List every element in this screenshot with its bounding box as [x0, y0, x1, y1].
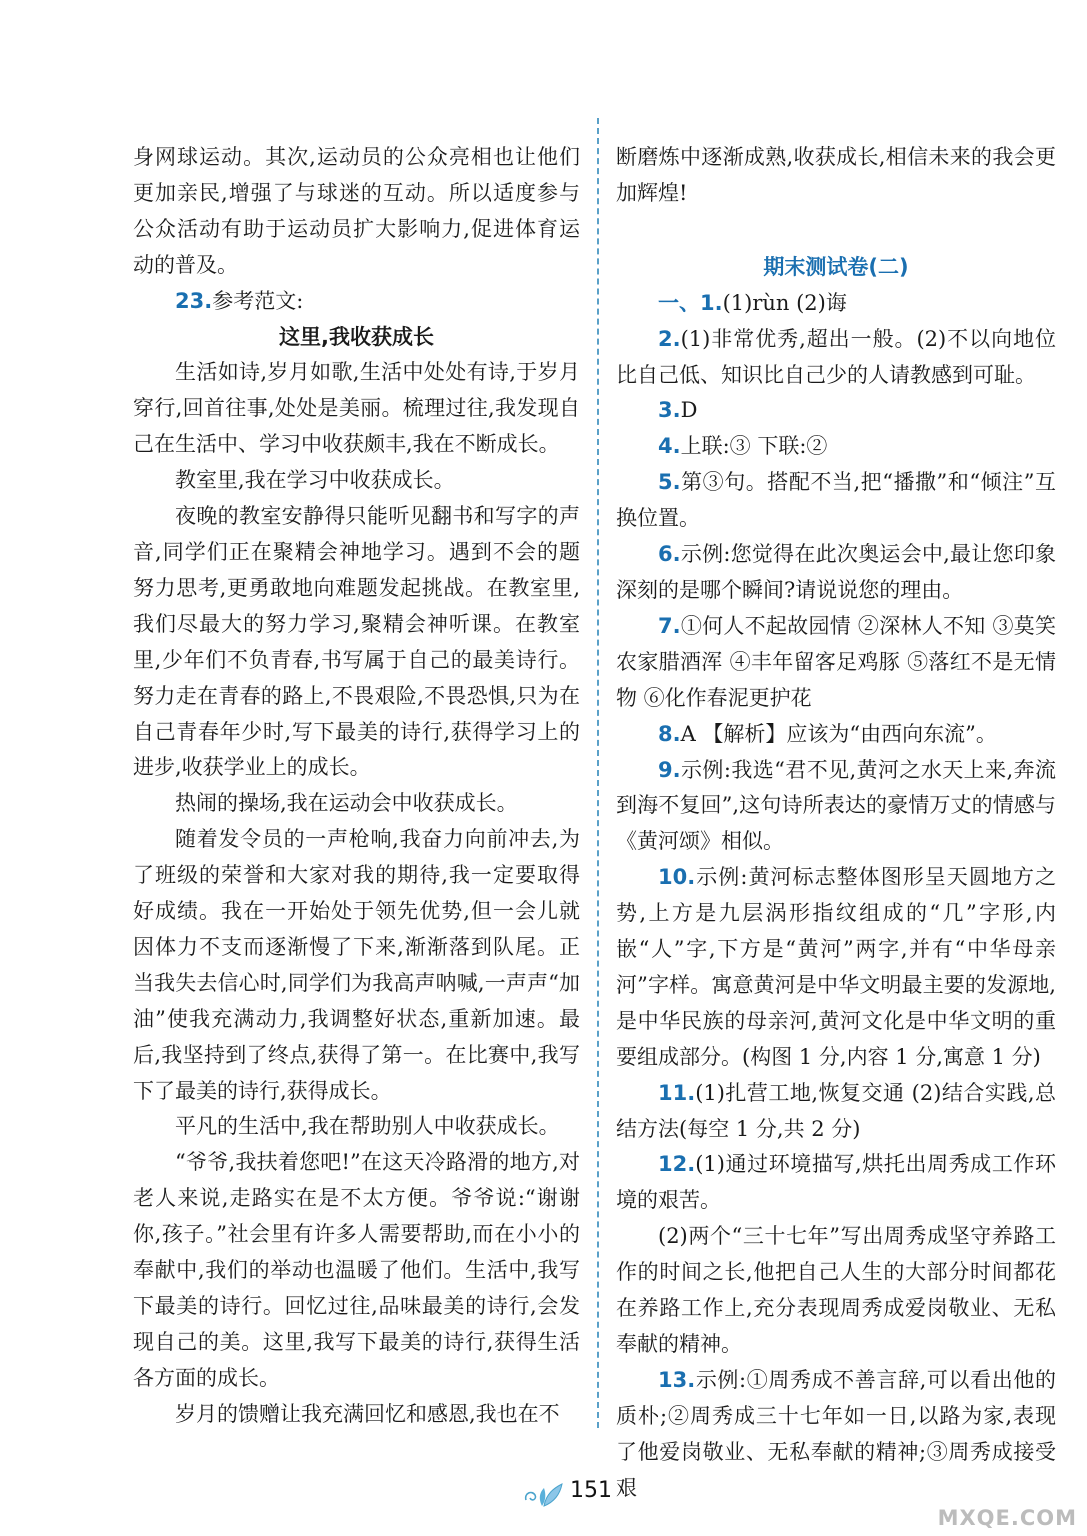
answer-number: 4. [658, 434, 681, 459]
answer-11 [616, 1076, 1056, 1148]
paragraph-continued: 身网球运动。其次,运动员的公众亮相也让他们更加亲民,增强了与球迷的互动。所以适度参与公众活动有助于运动员扩大影响力,促进体育运动的普及。 [133, 145, 580, 277]
answer-3 [616, 393, 1056, 429]
answer-text: 示例:①周秀成不善言辞,可以看出他的质朴;②周秀成三十七年如一日,以路为家,表现了他爱岗敬业、无私奉献的精神;③周秀成接受艰 [616, 1367, 1056, 1500]
answer-number: 10. [658, 865, 696, 890]
answer-number: 8. [658, 721, 681, 746]
answer-text: (1)rùn (2)诲 [722, 290, 847, 315]
answer-12 [616, 1147, 1056, 1219]
essay-ending: 断磨炼中逐渐成熟,收获成长,相信未来的我会更加辉煌! [616, 145, 1056, 205]
question-23 [133, 284, 580, 320]
answer-number: 一、1. [658, 290, 723, 315]
answer-4 [616, 429, 1056, 465]
answer-number: 3. [658, 398, 681, 423]
answer-number: 2. [658, 326, 681, 351]
answer-number: 7. [658, 613, 681, 638]
answer-12-part2: (2)两个“三十七年”写出周秀成坚守养路工作的时间之长,他把自己人生的大部分时间都花在养路工作上,充分表现周秀成爱岗敬业、无私奉献的精神。 [616, 1224, 1056, 1356]
watermark-text: MXQE.COM [937, 1506, 1077, 1530]
answer-text: (1)通过环境描写,烘托出周秀成工作环境的艰苦。 [616, 1152, 1056, 1213]
essay-title: 这里,我收获成长 [279, 324, 434, 349]
watermark [927, 1460, 1077, 1530]
essay-paragraph: 岁月的馈赠让我充满回忆和感恩,我也在不 [175, 1401, 560, 1426]
section-title: 期末测试卷(二) [763, 254, 909, 279]
essay-paragraph: 热闹的操场,我在运动会中收获成长。 [175, 791, 518, 816]
swirl-leaf-icon [520, 1478, 566, 1510]
answer-number: 13. [658, 1367, 696, 1392]
answer-text: 第③句。搭配不当,把“播撒”和“倾注”互换位置。 [616, 470, 1056, 531]
answer-text: A 【解析】应该为“由西向东流”。 [680, 721, 997, 746]
question-number: 23. [175, 288, 213, 313]
answer-text: 示例:您觉得在此次奥运会中,最让您印象深刻的是哪个瞬间?请说说您的理由。 [616, 542, 1056, 602]
essay-paragraph: 平凡的生活中,我在帮助别人中收获成长。 [175, 1114, 560, 1139]
answer-number: 11. [658, 1080, 696, 1105]
question-text: 参考范文: [212, 288, 304, 313]
left-column [133, 140, 580, 1433]
answer-6 [616, 537, 1056, 609]
answer-number: 5. [658, 470, 681, 495]
answer-text: 示例:黄河标志整体图形呈天圆地方之势,上方是九层涡形指纹组成的“几”字形,内嵌“人”字,下方是“黄河”两字,并有“中华母亲河”字样。寓意黄河是中华文明最主要的发源地,是中华民族的母亲河,黄河文化是中华文明的重要组成部分。(构图 1 分,内容 1 分,寓意 1 分) [616, 865, 1056, 1069]
answer-7 [616, 609, 1056, 717]
answer-5 [616, 465, 1056, 537]
answer-10 [616, 860, 1056, 1075]
page-footer [0, 1478, 1087, 1514]
answer-text: (1)非常优秀,超出一般。(2)不以向地位比自己低、知识比自己少的人请教感到可耻。 [616, 326, 1056, 387]
answer-2 [616, 322, 1056, 394]
answer-number: 6. [658, 542, 681, 567]
answer-number: 9. [658, 757, 681, 782]
answer-8 [616, 717, 1056, 753]
essay-paragraph: 夜晚的教室安静得只能听见翻书和写字的声音,同学们正在聚精会神地学习。遇到不会的题努力思考,更勇敢地向难题发起挑战。在教室里,我们尽最大的努力学习,聚精会神听课。在教室里,少年们不负青春,书写属于自己的最美诗行。努力走在青春的路上,不畏艰险,不畏恐惧,只为在自己青春年少时,写下最美的诗行,获得学习上的进步,收获学业上的成长。 [133, 504, 580, 780]
page-number: 151 [570, 1478, 612, 1503]
answer-text: D [680, 398, 698, 423]
answer-9 [616, 753, 1056, 861]
essay-paragraph: “爷爷,我扶着您吧!”在这天冷路滑的地方,对老人来说,走路实在是不太方便。爷爷说:“谢谢你,孩子。”社会里有许多人需要帮助,而在小小的奉献中,我们的举动也温暖了他们。生活中,我写下最美的诗行。回忆过往,品味最美的诗行,会发现自己的美。这里,我写下最美的诗行,获得生活各方面的成长。 [133, 1150, 580, 1390]
answer-text: ①何人不起故园情 ②深林人不知 ③莫笑农家腊酒浑 ④丰年留客足鸡豚 ⑤落红不是无情物 ⑥化作春泥更护花 [616, 613, 1056, 710]
answer-text: 上联:③ 下联:② [680, 434, 828, 459]
answer-number: 12. [658, 1152, 696, 1177]
answer-text: 示例:我选“君不见,黄河之水天上来,奔流到海不复回”,这句诗所表达的豪情万丈的情感与《黄河颂》相似。 [616, 757, 1056, 854]
essay-paragraph: 随着发令员的一声枪响,我奋力向前冲去,为了班级的荣誉和大家对我的期待,我一定要取得好成绩。我在一开始处于领先优势,但一会儿就因体力不支而逐渐慢了下来,渐渐落到队尾。正当我失去信心时,同学们为我高声呐喊,一声声“加油”使我充满动力,我调整好状态,重新加速。最后,我坚持到了终点,获得了第一。在比赛中,我写下了最美的诗行,获得成长。 [133, 827, 580, 1103]
essay-paragraph: 教室里,我在学习中收获成长。 [175, 468, 455, 493]
column-divider [597, 118, 599, 1428]
essay-paragraph: 生活如诗,岁月如歌,生活中处处有诗,于岁月穿行,回首往事,处处是美丽。梳理过往,我发现自己在生活中、学习中收获颇丰,我在不断成长。 [133, 360, 580, 457]
answer-1 [616, 286, 1056, 322]
right-column [616, 140, 1056, 1507]
answer-text: (1)扎营工地,恢复交通 (2)结合实践,总结方法(每空 1 分,共 2 分) [616, 1080, 1056, 1141]
